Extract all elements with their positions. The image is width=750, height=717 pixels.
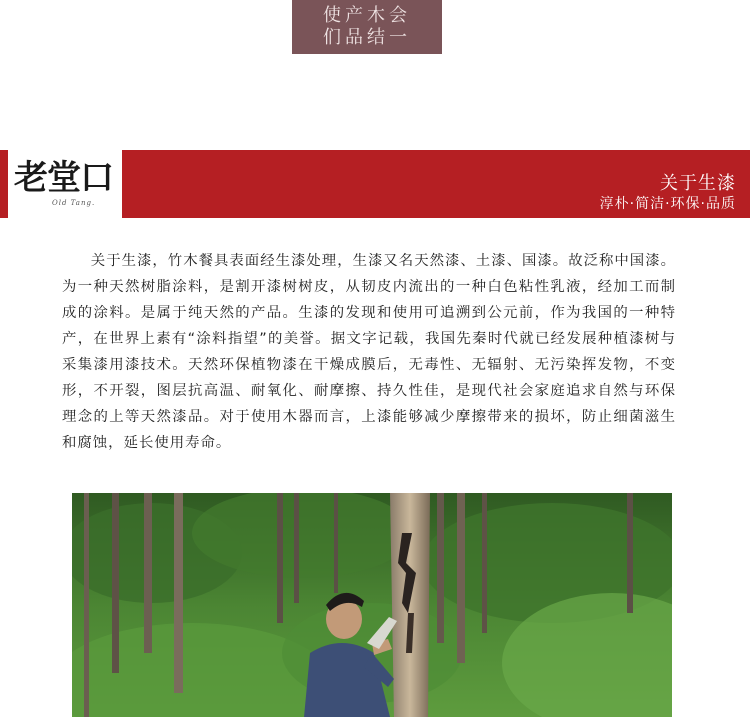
brand-logo (8, 150, 122, 218)
top-badge-line2: 们品结一 (323, 27, 411, 48)
section-subtitle: 淳朴·简洁·环保·品质 (599, 196, 736, 212)
brand-logo-subtext: Old Tang. (52, 199, 96, 207)
section-banner (0, 150, 750, 218)
brand-logo-text: 老堂口 (14, 158, 113, 198)
lacquer-tree-photo (72, 493, 672, 717)
photo-illustration (72, 493, 672, 717)
top-badge-line1: 使产木会 (323, 5, 411, 26)
section-title: 关于生漆 (660, 173, 736, 194)
top-badge (292, 0, 442, 54)
banner-stripe (0, 150, 8, 218)
article-paragraph: 关于生漆，竹木餐具表面经生漆处理，生漆又名天然漆、土漆、国漆。故泛称中国漆。为一种天然树脂涂料，是割开漆树树皮，从韧皮内流出的一种白色粘性乳液，经加工而制成的涂料。是属于纯天然的产品。生漆的发现和使用可追溯到公元前，作为我国的一种特产，在世界上素有“涂料指望”的美誉。据文字记载，我国先秦时代就已经发展种植漆树与采集漆用漆技术。天然环保植物漆在干燥成膜后，无毒性、无辐射、无污染挥发物，不变形，不开裂，图层抗高温、耐氧化、耐摩擦、持久性佳，是现代社会家庭追求自然与环保理念的上等天然漆品。对于使用木器而言，上漆能够减少摩擦带来的损坏，防止细菌滋生和腐蚀，延长使用寿命。 (62, 253, 676, 451)
